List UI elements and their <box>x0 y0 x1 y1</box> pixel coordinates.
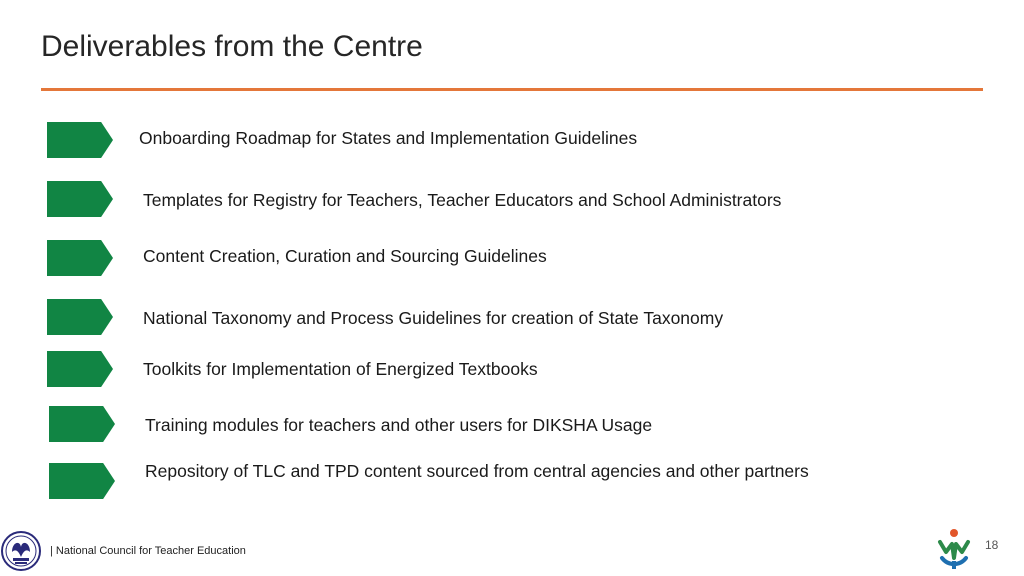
deliverable-item: Training modules for teachers and other users for DIKSHA Usage <box>145 415 653 435</box>
footer-organization: | National Council for Teacher Education <box>50 545 246 557</box>
arrow-icon <box>47 240 113 276</box>
deliverable-item: Onboarding Roadmap for States and Implementation Guidelines <box>139 128 638 148</box>
arrow-icon <box>47 122 113 158</box>
diksha-logo-icon <box>936 528 972 570</box>
deliverable-item: Content Creation, Curation and Sourcing Guidelines <box>143 246 547 266</box>
slide-title: Deliverables from the Centre <box>41 30 423 63</box>
deliverable-item: National Taxonomy and Process Guidelines for creation of State Taxonomy <box>143 308 724 328</box>
arrow-icon <box>49 406 115 442</box>
arrow-icon <box>49 463 115 499</box>
title-divider <box>41 88 983 91</box>
arrow-icon <box>47 299 113 335</box>
arrow-icon <box>47 351 113 387</box>
page-number: 18 <box>985 538 999 552</box>
ncte-logo-icon <box>0 530 42 572</box>
deliverable-item: Templates for Registry for Teachers, Teacher Educators and School Administrators <box>143 190 782 210</box>
deliverable-item: Toolkits for Implementation of Energized Textbooks <box>143 359 538 379</box>
deliverable-item: Repository of TLC and TPD content sourced from central agencies and other partners <box>145 461 809 481</box>
arrow-icon <box>47 181 113 217</box>
